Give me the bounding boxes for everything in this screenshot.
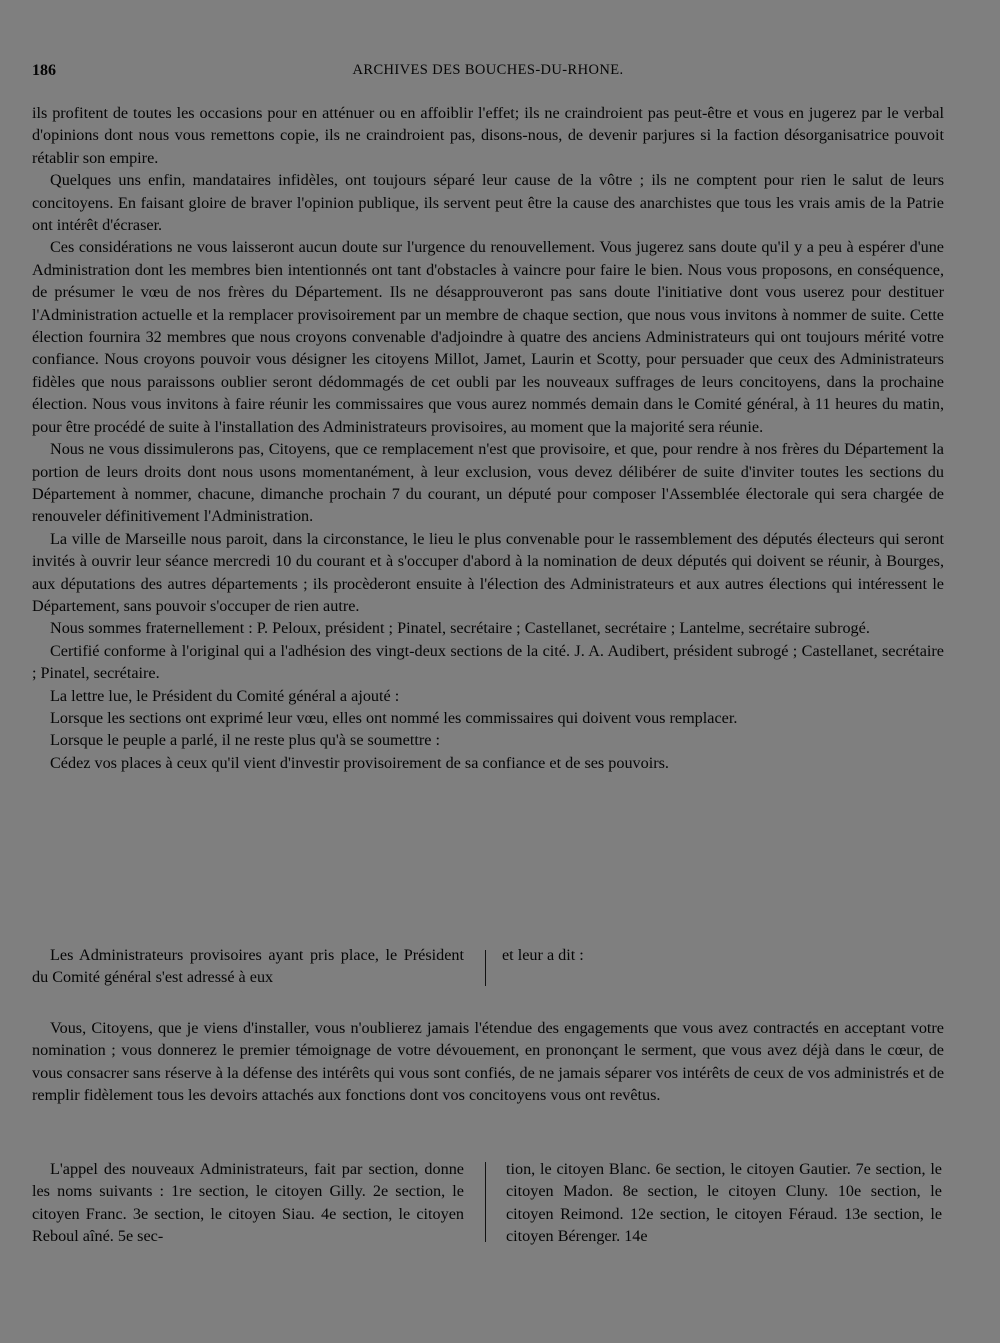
paragraph: tion, le citoyen Blanc. 6e section, le citoyen Gautier. 7e section, le citoyen Madon. 8e section, le citoyen Cluny. 10e section, le citoyen Reimond. 12e section, le citoyen Féraud. 13e section, le citoyen Bérenger. 14e xyxy=(506,1160,942,1246)
running-title: ARCHIVES DES BOUCHES-DU-RHONE. xyxy=(352,62,624,78)
page-header xyxy=(32,62,944,86)
split-right-column xyxy=(502,944,942,966)
column-rule xyxy=(485,950,486,986)
page-number: 186 xyxy=(32,62,56,79)
paragraph: Quelques uns enfin, mandataires infidèles, ont toujours séparé leur cause de la vôtre ; ils ne comptent pour rien le salut de leurs concitoyens. En faisant gloire de braver l'opinion publique, ils servent peut être la cause des anarchistes que tous les vrais amis de la Patrie ont intérêt d'écraser. xyxy=(32,171,944,235)
paragraph: ils profitent de toutes les occasions pour en atténuer ou en affoiblir l'effet; ils ne craindroient pas peut-être et vous en jugerez par le verbal d'opinions dont nous vous remettons copie, ils ne craindroient pas, disons-nous, de devenir parjures si la faction désorganisatrice pouvoit rétablir son empire. xyxy=(32,104,944,167)
paragraph: Cédez vos places à ceux qu'il vient d'investir provisoirement de sa confiance et de ses pouvoirs. xyxy=(50,753,669,772)
paragraph: La lettre lue, le Président du Comité général a ajouté : xyxy=(50,686,400,705)
paragraph: et leur a dit : xyxy=(502,946,584,964)
paragraph: Vous, Citoyens, que je viens d'installer, vous n'oublierez jamais l'étendue des engagements que vous avez contractés en acceptant votre nomination ; vous donnerez le premier témoignage de votre dévouement, en prononçant le serment, que vous avez déjà dans le cœur, de vous consacrer sans réserve à la défense des intérêts qui vous sont confiés, de ne jamais séparer vos intérêts de ceux de vos administrés et de remplir fidèlement tous les devoirs attachés aux fonctions dont vos concitoyens vous ont revêtus. xyxy=(32,1019,944,1105)
split-left-column xyxy=(32,1158,464,1248)
paragraph: Nous ne vous dissimulerons pas, Citoyens, que ce remplacement n'est que provisoire, et que, pour rendre à nos frères du Département la portion de leurs droits dont nous usons momentanément, à leur exclusion, vous devez délibérer de suite d'inviter toutes les sections du Département à nommer, chacune, dimanche prochain 7 du courant, un député pour composer l'Assemblée électorale qui sera chargée de renouveler définitivement l'Administration. xyxy=(32,440,944,526)
speech-text xyxy=(32,1017,944,1107)
paragraph: Certifié conforme à l'original qui a l'adhésion des vingt-deux sections de la cité. J. A. Audibert, président subrogé ; Castellanet, secrétaire ; Pinatel, secrétaire. xyxy=(32,641,944,683)
paragraph: Ces considérations ne vous laisseront aucun doute sur l'urgence du renouvellement. Vous jugerez sans doute qu'il y a peu à espérer d'une Administration dont les membres bien intentionnés ont tant d'obstacles à vaincre pour faire le bien. Nous vous proposons, en conséquence, de présumer le vœu de nos frères du Département. Ils ne désapprouveront pas sans doute l'initiative dont vous userez pour destituer l'Administration actuelle et la remplacer provisoirement par un membre de chaque section, que nous vous invitons à nommer de suite. Cette élection fournira 32 membres que nous croyons convenable d'adjoindre à quatre des anciens Administrateurs qui ont toujours mérité votre confiance. Nous croyons pouvoir vous désigner les citoyens Millot, Jamet, Laurin et Scotty, pour persuader que ceux des Administrateurs fidèles que nous paraissons oublier seront dédommagés de cet oubli par les nouveaux suffrages de leurs concitoyens, dans la prochaine élection. Nous vous invitons à faire réunir les commissaires que vous aurez nommés demain dans le Comité général, à 11 heures du matin, pour être procédé de suite à l'installation des Administrateurs provisoires, au moment que la majorité sera réunie. xyxy=(32,238,944,436)
paragraph: Lorsque les sections ont exprimé leur vœu, elles ont nommé les commissaires qui doivent vous remplacer. xyxy=(50,708,738,727)
paragraph: La ville de Marseille nous paroit, dans la circonstance, le lieu le plus convenable pour le rassemblement des députés électeurs qui seront invités à ouvrir leur séance mercredi 10 du courant et à s'occuper d'abord à la nomination de deux députés qui doivent se réunir, à Bourges, aux députations des autres départements ; ils procèderont ensuite à l'élection des Administrateurs et aux autres élections qui intéressent le Département, sans pouvoir s'occuper de rien autre. xyxy=(32,529,944,615)
paragraph: L'appel des nouveaux Administrateurs, fait par section, donne les noms suivants : 1re section, le citoyen Gilly. 2e section, le citoyen Franc. 3e section, le citoyen Siau. 4e section, le citoyen Reboul aîné. 5e sec- xyxy=(32,1160,464,1246)
paragraph: Les Administrateurs provisoires ayant pris place, le Président du Comité général s'est adressé à eux xyxy=(32,946,464,987)
split-left-column xyxy=(32,944,464,989)
column-rule xyxy=(485,1162,486,1242)
split-right-column xyxy=(506,1158,942,1248)
paragraph: Lorsque le peuple a parlé, il ne reste plus qu'à se soumettre : xyxy=(50,731,440,750)
paragraph: Nous sommes fraternellement : P. Peloux, président ; Pinatel, secrétaire ; Castellanet, secrétaire ; Lantelme, secrétaire subrogé. xyxy=(50,619,870,638)
body-text xyxy=(32,102,944,774)
